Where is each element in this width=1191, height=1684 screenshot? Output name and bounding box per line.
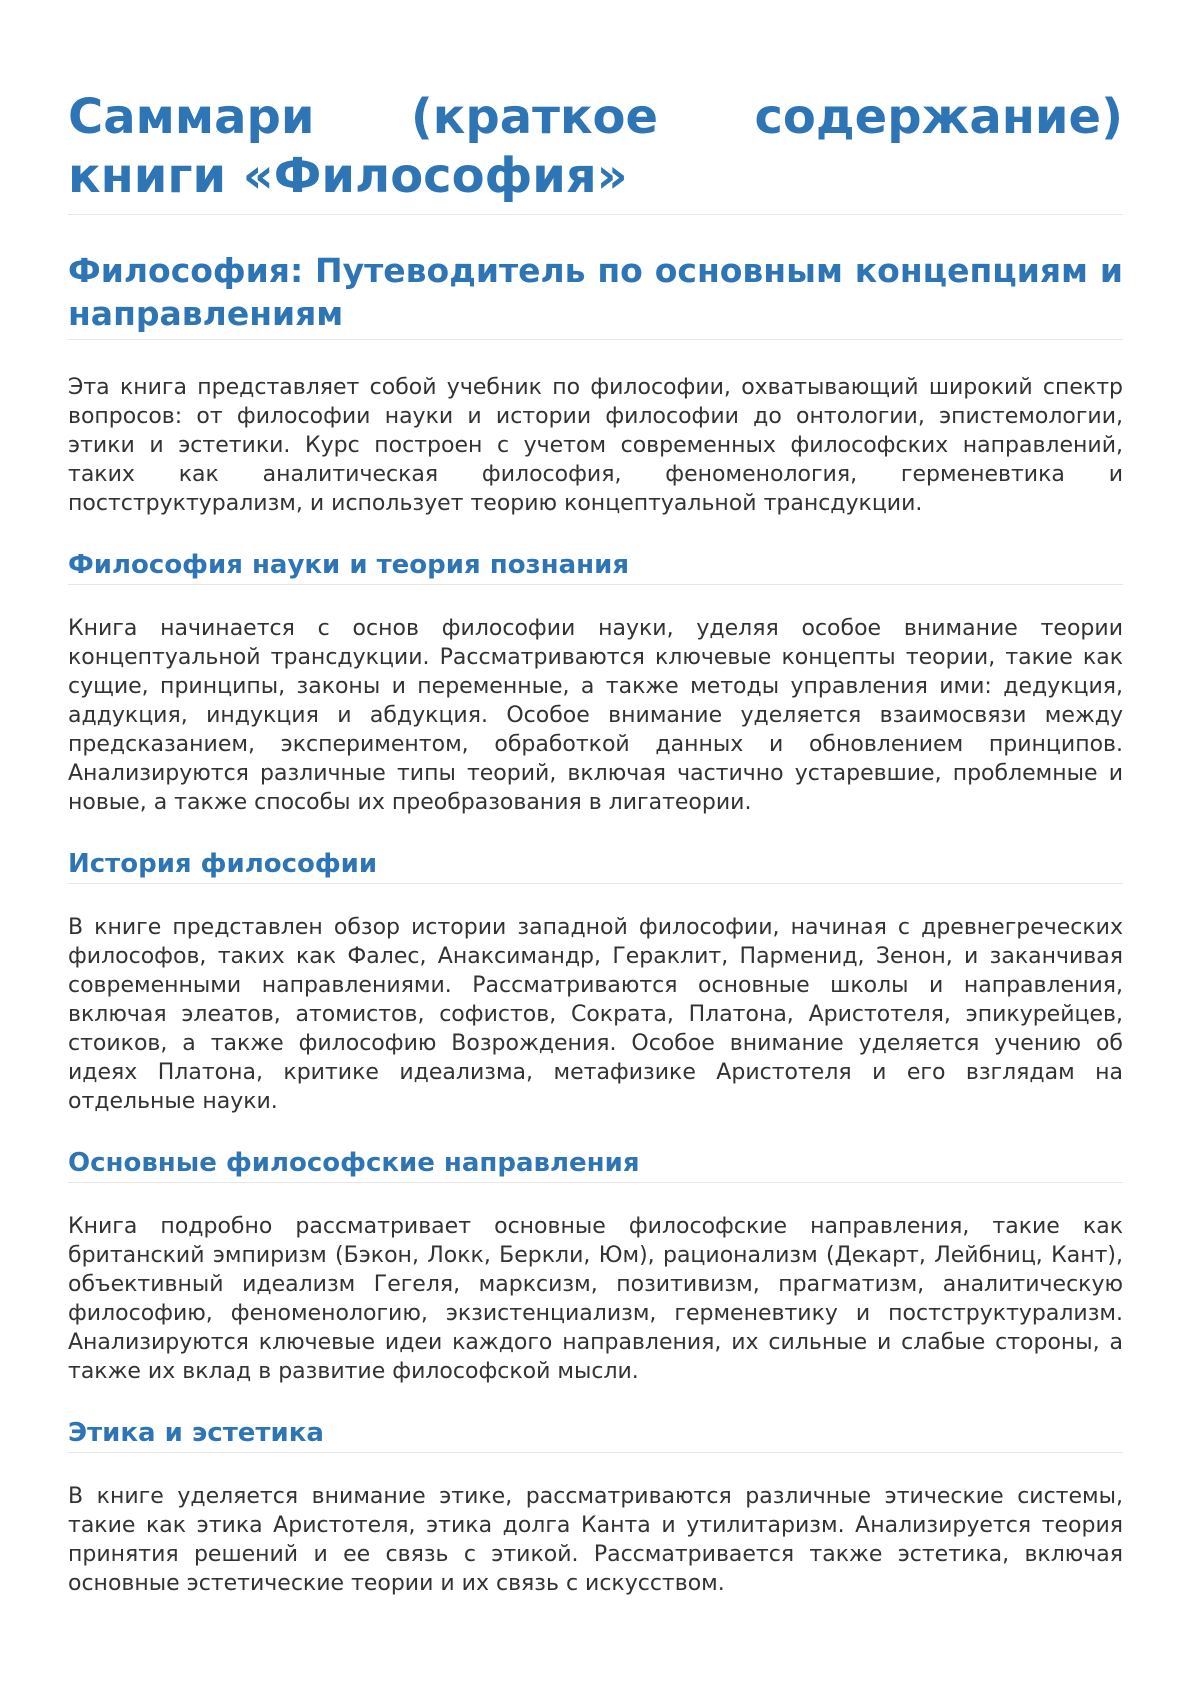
section-paragraph: В книге уделяется внимание этике, рассматриваются различные этические системы, такие как этика Аристотеля, этика долга Канта и утилитаризм. Анализируется теория принятия решений и ее связь с этикой. Рассматривается также эстетика, включая основные эстетические теории и их связь с искусством. [68, 1484, 1123, 1596]
section-history-of-philosophy [68, 847, 1123, 1116]
section-paragraph: Книга подробно рассматривает основные философские направления, такие как британский эмпиризм (Бэкон, Локк, Беркли, Юм), рационализм (Декарт, Лейбниц, Кант), объективный идеализм Гегеля, марксизм, позитивизм, прагматизм, аналитическую философию, феноменологию, экзистенциализм, герменевтику и постструктурализм. Анализируются ключевые идеи каждого направления, их сильные и слабые стороны, а также их вклад в развитие философской мысли. [68, 1214, 1123, 1384]
section-ethics-aesthetics [68, 1416, 1123, 1598]
section-heading: История философии [68, 847, 1123, 884]
section-paragraph: В книге представлен обзор истории западной философии, начиная с древнегреческих философов, таких как Фалес, Анаксимандр, Гераклит, Парменид, Зенон, и заканчивая современными направлениями. Рассматриваются основные школы и направления, включая элеатов, атомистов, софистов, Сократа, Платона, Аристотеля, эпикурейцев, стоиков, а также философию Возрождения. Особое внимание уделяется учению об идеях Платона, критике идеализма, метафизике Аристотеля и его взглядам на отдельные науки. [68, 915, 1123, 1114]
section-heading: Философия науки и теория познания [68, 548, 1123, 585]
section-paragraph: Книга начинается с основ философии науки, уделяя особое внимание теории концептуальной трансдукции. Рассматриваются ключевые концепты теории, такие как сущие, принципы, законы и переменные, а также методы управления ими: дедукция, аддукция, индукция и абдукция. Особое внимание уделяется взаимосвязи между предсказанием, экспериментом, обработкой данных и обновлением принципов. Анализируются различные типы теорий, включая частично устаревшие, проблемные и новые, а также способы их преобразования в лигатеории. [68, 616, 1123, 815]
section-heading: Основные философские направления [68, 1146, 1123, 1183]
section-philosophy-of-science [68, 548, 1123, 817]
section-main-directions [68, 1146, 1123, 1386]
document-subtitle: Философия: Путеводитель по основным концепциям и направлениям [68, 249, 1123, 340]
document-title: Саммари (краткое содержание) книги «Философия» [68, 88, 1123, 215]
section-heading: Этика и эстетика [68, 1416, 1123, 1453]
intro-paragraph: Эта книга представляет собой учебник по философии, охватывающий широкий спектр вопросов: от философии науки и истории философии до онтологии, эпистемологии, этики и эстетики. Курс построен с учетом современных философских направлений, таких как аналитическая философия, феноменология, герменевтика и постструктурализм, и использует теорию концептуальной трансдукции. [68, 375, 1123, 516]
